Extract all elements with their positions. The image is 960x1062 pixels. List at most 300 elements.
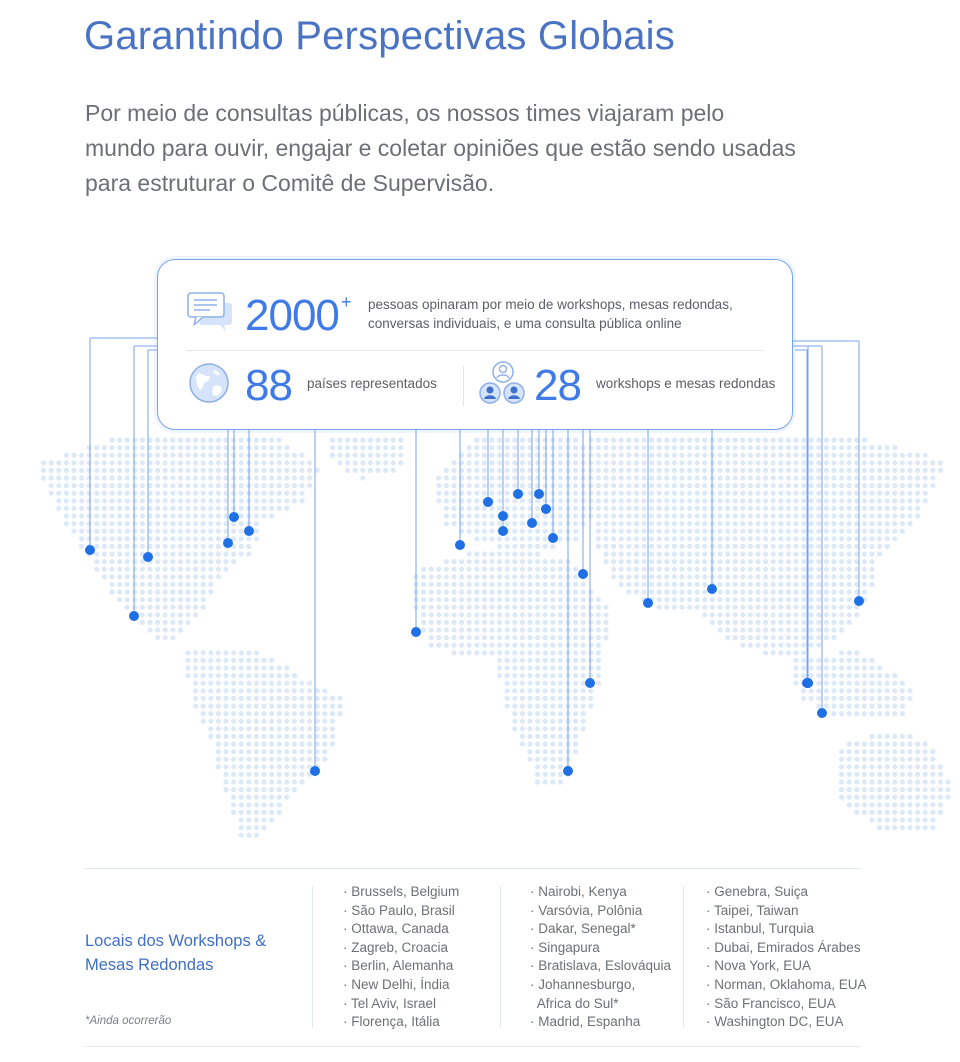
map-dot bbox=[216, 711, 221, 716]
map-dot bbox=[459, 635, 464, 640]
map-dot bbox=[520, 521, 525, 526]
map-dot bbox=[596, 468, 601, 473]
map-dot bbox=[436, 589, 441, 594]
map-dot bbox=[763, 536, 768, 541]
map-dot bbox=[581, 589, 586, 594]
map-dot bbox=[527, 635, 532, 640]
map-dot bbox=[231, 696, 236, 701]
map-dot bbox=[201, 582, 206, 587]
map-dot bbox=[87, 475, 92, 480]
map-dot bbox=[261, 810, 266, 815]
map-dot bbox=[208, 498, 213, 503]
map-dot bbox=[474, 506, 479, 511]
map-dot bbox=[125, 567, 130, 572]
map-dot bbox=[854, 658, 859, 663]
map-dot bbox=[907, 817, 912, 822]
map-dot bbox=[695, 559, 700, 564]
map-dot bbox=[292, 719, 297, 724]
map-dot bbox=[755, 589, 760, 594]
map-dot bbox=[634, 437, 639, 442]
map-dot bbox=[505, 627, 510, 632]
map-dot bbox=[543, 597, 548, 602]
map-dot bbox=[641, 529, 646, 534]
map-dot bbox=[847, 506, 852, 511]
map-dot bbox=[216, 437, 221, 442]
map-dot bbox=[535, 597, 540, 602]
map-dot bbox=[277, 703, 282, 708]
map-dot bbox=[869, 779, 874, 784]
map-dot bbox=[284, 483, 289, 488]
map-dot bbox=[641, 460, 646, 465]
map-dot bbox=[505, 567, 510, 572]
map-dot bbox=[231, 795, 236, 800]
map-dot bbox=[163, 597, 168, 602]
map-dot bbox=[573, 658, 578, 663]
map-dot bbox=[117, 483, 122, 488]
map-dot bbox=[885, 513, 890, 518]
map-dot bbox=[626, 574, 631, 579]
map-dot bbox=[877, 779, 882, 784]
map-dot bbox=[535, 582, 540, 587]
map-dot bbox=[64, 483, 69, 488]
map-dot bbox=[687, 437, 692, 442]
map-dot bbox=[520, 620, 525, 625]
map-dot bbox=[543, 567, 548, 572]
map-dot bbox=[208, 445, 213, 450]
map-dot bbox=[550, 597, 555, 602]
map-dot bbox=[839, 612, 844, 617]
map-dot bbox=[520, 612, 525, 617]
map-dot bbox=[930, 757, 935, 762]
map-dot bbox=[717, 521, 722, 526]
map-dot bbox=[512, 589, 517, 594]
map-dot bbox=[170, 635, 175, 640]
map-dot bbox=[299, 757, 304, 762]
map-dot bbox=[786, 635, 791, 640]
map-dot bbox=[497, 521, 502, 526]
map-dot bbox=[155, 498, 160, 503]
map-dot bbox=[239, 711, 244, 716]
map-dot bbox=[588, 673, 593, 678]
map-dot bbox=[512, 711, 517, 716]
map-dot bbox=[497, 589, 502, 594]
map-dot bbox=[619, 544, 624, 549]
map-dot bbox=[330, 726, 335, 731]
map-dot bbox=[170, 536, 175, 541]
map-dot bbox=[710, 612, 715, 617]
map-dot bbox=[505, 453, 510, 458]
map-dot bbox=[87, 483, 92, 488]
map-dot bbox=[938, 779, 943, 784]
map-dot bbox=[626, 589, 631, 594]
map-dot bbox=[125, 589, 130, 594]
map-dot bbox=[261, 817, 266, 822]
map-dot bbox=[558, 460, 563, 465]
map-dot bbox=[763, 468, 768, 473]
map-dot bbox=[79, 521, 84, 526]
map-dot bbox=[535, 536, 540, 541]
map-dot bbox=[277, 772, 282, 777]
map-dot bbox=[497, 483, 502, 488]
map-dot bbox=[79, 460, 84, 465]
map-dot bbox=[64, 475, 69, 480]
map-dot bbox=[79, 529, 84, 534]
map-dot bbox=[733, 506, 738, 511]
map-dot bbox=[330, 437, 335, 442]
map-dot bbox=[603, 544, 608, 549]
map-dot bbox=[687, 582, 692, 587]
map-dot bbox=[505, 536, 510, 541]
map-dot bbox=[125, 551, 130, 556]
map-dot bbox=[216, 681, 221, 686]
intro-line: para estruturar o Comitê de Supervisão. bbox=[85, 170, 495, 196]
map-dot bbox=[170, 506, 175, 511]
map-dot bbox=[839, 757, 844, 762]
map-dot bbox=[672, 475, 677, 480]
map-dot bbox=[755, 513, 760, 518]
map-dot bbox=[284, 665, 289, 670]
map-dot bbox=[208, 726, 213, 731]
map-dot bbox=[907, 513, 912, 518]
map-dot bbox=[201, 445, 206, 450]
map-dot bbox=[132, 453, 137, 458]
map-dot bbox=[816, 453, 821, 458]
map-dot bbox=[125, 605, 130, 610]
map-dot bbox=[178, 589, 183, 594]
map-dot bbox=[421, 589, 426, 594]
map-dot bbox=[892, 734, 897, 739]
map-dot bbox=[649, 468, 654, 473]
map-dot bbox=[193, 658, 198, 663]
map-dot bbox=[740, 559, 745, 564]
map-dot bbox=[634, 589, 639, 594]
map-dot bbox=[702, 589, 707, 594]
map-dot bbox=[809, 551, 814, 556]
map-dot bbox=[581, 696, 586, 701]
map-dot bbox=[178, 567, 183, 572]
map-dot bbox=[299, 475, 304, 480]
locations-column-2 bbox=[530, 883, 671, 1032]
map-dot bbox=[482, 437, 487, 442]
map-dot bbox=[679, 491, 684, 496]
map-dot bbox=[254, 498, 259, 503]
map-dot bbox=[299, 453, 304, 458]
map-dot bbox=[717, 498, 722, 503]
map-dot bbox=[550, 559, 555, 564]
map-dot bbox=[930, 475, 935, 480]
map-dot bbox=[132, 605, 137, 610]
map-dot bbox=[550, 605, 555, 610]
map-dot bbox=[185, 483, 190, 488]
map-dot bbox=[482, 643, 487, 648]
map-dot bbox=[185, 498, 190, 503]
map-dot bbox=[702, 453, 707, 458]
map-dot bbox=[216, 513, 221, 518]
map-dot bbox=[201, 605, 206, 610]
map-dot bbox=[429, 582, 434, 587]
map-dot bbox=[558, 711, 563, 716]
map-dot bbox=[223, 696, 228, 701]
map-dot bbox=[155, 453, 160, 458]
map-dot bbox=[672, 453, 677, 458]
map-dot bbox=[588, 612, 593, 617]
map-dot bbox=[847, 483, 852, 488]
map-dot bbox=[246, 779, 251, 784]
map-dot bbox=[79, 498, 84, 503]
location-pin bbox=[578, 569, 588, 579]
map-dot bbox=[847, 437, 852, 442]
map-dot bbox=[353, 453, 358, 458]
map-dot bbox=[588, 620, 593, 625]
map-dot bbox=[261, 825, 266, 830]
map-dot bbox=[588, 696, 593, 701]
map-dot bbox=[763, 643, 768, 648]
map-dot bbox=[892, 787, 897, 792]
map-dot bbox=[778, 597, 783, 602]
map-dot bbox=[482, 589, 487, 594]
map-dot bbox=[474, 491, 479, 496]
map-dot bbox=[869, 749, 874, 754]
map-dot bbox=[520, 574, 525, 579]
map-dot bbox=[558, 757, 563, 762]
map-dot bbox=[847, 475, 852, 480]
map-dot bbox=[505, 551, 510, 556]
map-dot bbox=[854, 612, 859, 617]
map-dot bbox=[163, 567, 168, 572]
map-dot bbox=[900, 468, 905, 473]
map-dot bbox=[596, 506, 601, 511]
map-dot bbox=[831, 475, 836, 480]
map-dot bbox=[520, 582, 525, 587]
map-dot bbox=[543, 703, 548, 708]
map-dot bbox=[611, 475, 616, 480]
map-dot bbox=[216, 445, 221, 450]
map-dot bbox=[702, 437, 707, 442]
map-dot bbox=[885, 703, 890, 708]
map-dot bbox=[672, 559, 677, 564]
map-dot bbox=[603, 483, 608, 488]
map-dot bbox=[733, 605, 738, 610]
map-dot bbox=[854, 650, 859, 655]
map-dot bbox=[231, 787, 236, 792]
map-dot bbox=[778, 567, 783, 572]
map-dot bbox=[505, 491, 510, 496]
map-dot bbox=[239, 445, 244, 450]
map-dot bbox=[193, 468, 198, 473]
map-dot bbox=[831, 665, 836, 670]
map-dot bbox=[512, 620, 517, 625]
locations-column-1 bbox=[343, 883, 459, 1032]
map-dot bbox=[558, 589, 563, 594]
map-dot bbox=[793, 521, 798, 526]
map-dot bbox=[679, 468, 684, 473]
map-dot bbox=[246, 551, 251, 556]
map-dot bbox=[885, 711, 890, 716]
map-dot bbox=[824, 703, 829, 708]
map-dot bbox=[907, 734, 912, 739]
map-dot bbox=[87, 453, 92, 458]
map-dot bbox=[261, 795, 266, 800]
map-dot bbox=[786, 582, 791, 587]
map-dot bbox=[847, 650, 852, 655]
map-dot bbox=[573, 437, 578, 442]
map-dot bbox=[193, 567, 198, 572]
map-dot bbox=[520, 741, 525, 746]
map-dot bbox=[862, 513, 867, 518]
map-dot bbox=[679, 597, 684, 602]
map-dot bbox=[717, 567, 722, 572]
map-dot bbox=[527, 665, 532, 670]
map-dot bbox=[793, 620, 798, 625]
map-dot bbox=[444, 643, 449, 648]
map-dot bbox=[140, 460, 145, 465]
map-dot bbox=[725, 597, 730, 602]
map-dot bbox=[239, 749, 244, 754]
map-dot bbox=[847, 582, 852, 587]
map-dot bbox=[573, 703, 578, 708]
map-dot bbox=[831, 703, 836, 708]
map-dot bbox=[170, 453, 175, 458]
map-dot bbox=[337, 711, 342, 716]
map-dot bbox=[923, 460, 928, 465]
location-pin bbox=[803, 678, 813, 688]
map-dot bbox=[520, 551, 525, 556]
map-dot bbox=[885, 741, 890, 746]
map-dot bbox=[869, 498, 874, 503]
map-dot bbox=[877, 696, 882, 701]
map-dot bbox=[824, 468, 829, 473]
map-dot bbox=[254, 529, 259, 534]
map-dot bbox=[923, 453, 928, 458]
map-dot bbox=[277, 437, 282, 442]
map-dot bbox=[497, 506, 502, 511]
map-dot bbox=[771, 498, 776, 503]
map-dot bbox=[375, 445, 380, 450]
map-dot bbox=[239, 536, 244, 541]
map-dot bbox=[664, 468, 669, 473]
map-dot bbox=[801, 521, 806, 526]
map-dot bbox=[178, 460, 183, 465]
map-dot bbox=[543, 521, 548, 526]
map-dot bbox=[847, 498, 852, 503]
map-dot bbox=[740, 521, 745, 526]
map-dot bbox=[938, 772, 943, 777]
map-dot bbox=[763, 620, 768, 625]
map-dot bbox=[102, 475, 107, 480]
map-dot bbox=[641, 582, 646, 587]
map-dot bbox=[755, 453, 760, 458]
map-dot bbox=[208, 491, 213, 496]
map-dot bbox=[839, 627, 844, 632]
map-dot bbox=[482, 597, 487, 602]
map-dot bbox=[558, 635, 563, 640]
map-dot bbox=[170, 612, 175, 617]
map-dot bbox=[907, 795, 912, 800]
map-dot bbox=[634, 521, 639, 526]
map-dot bbox=[854, 764, 859, 769]
map-dot bbox=[520, 650, 525, 655]
map-dot bbox=[231, 749, 236, 754]
map-dot bbox=[543, 627, 548, 632]
map-dot bbox=[512, 643, 517, 648]
map-dot bbox=[725, 513, 730, 518]
map-dot bbox=[201, 498, 206, 503]
map-dot bbox=[801, 445, 806, 450]
map-dot bbox=[885, 825, 890, 830]
map-dot bbox=[345, 453, 350, 458]
map-dot bbox=[816, 688, 821, 693]
map-dot bbox=[269, 658, 274, 663]
map-dot bbox=[505, 635, 510, 640]
map-dot bbox=[573, 605, 578, 610]
map-dot bbox=[201, 483, 206, 488]
map-dot bbox=[611, 483, 616, 488]
map-dot bbox=[786, 620, 791, 625]
map-dot bbox=[102, 498, 107, 503]
map-dot bbox=[558, 764, 563, 769]
map-dot bbox=[831, 437, 836, 442]
map-dot bbox=[292, 453, 297, 458]
map-dot bbox=[603, 551, 608, 556]
map-dot bbox=[49, 475, 54, 480]
map-dot bbox=[193, 582, 198, 587]
map-dot bbox=[254, 802, 259, 807]
map-dot bbox=[474, 574, 479, 579]
map-dot bbox=[801, 483, 806, 488]
map-dot bbox=[170, 627, 175, 632]
map-dot bbox=[900, 460, 905, 465]
map-dot bbox=[778, 605, 783, 610]
map-dot bbox=[140, 605, 145, 610]
map-dot bbox=[299, 491, 304, 496]
map-dot bbox=[436, 475, 441, 480]
map-dot bbox=[801, 460, 806, 465]
map-dot bbox=[581, 620, 586, 625]
map-dot bbox=[847, 567, 852, 572]
map-dot bbox=[573, 445, 578, 450]
map-dot bbox=[193, 544, 198, 549]
map-dot bbox=[223, 665, 228, 670]
map-dot bbox=[163, 437, 168, 442]
map-dot bbox=[831, 513, 836, 518]
map-dot bbox=[535, 703, 540, 708]
map-dot bbox=[619, 559, 624, 564]
map-dot bbox=[634, 536, 639, 541]
map-dot bbox=[862, 521, 867, 526]
workshops-count: 28 bbox=[534, 361, 581, 410]
map-dot bbox=[603, 460, 608, 465]
map-dot bbox=[695, 544, 700, 549]
map-dot bbox=[869, 795, 874, 800]
map-dot bbox=[216, 551, 221, 556]
map-dot bbox=[375, 468, 380, 473]
map-dot bbox=[284, 468, 289, 473]
map-dot bbox=[512, 483, 517, 488]
map-dot bbox=[535, 544, 540, 549]
map-dot bbox=[573, 597, 578, 602]
map-dot bbox=[140, 468, 145, 473]
map-dot bbox=[360, 475, 365, 480]
map-dot bbox=[892, 491, 897, 496]
map-dot bbox=[831, 544, 836, 549]
map-dot bbox=[231, 726, 236, 731]
map-dot bbox=[216, 703, 221, 708]
map-dot bbox=[193, 513, 198, 518]
map-dot bbox=[322, 719, 327, 724]
map-dot bbox=[573, 529, 578, 534]
map-dot bbox=[459, 559, 464, 564]
map-dot bbox=[246, 817, 251, 822]
